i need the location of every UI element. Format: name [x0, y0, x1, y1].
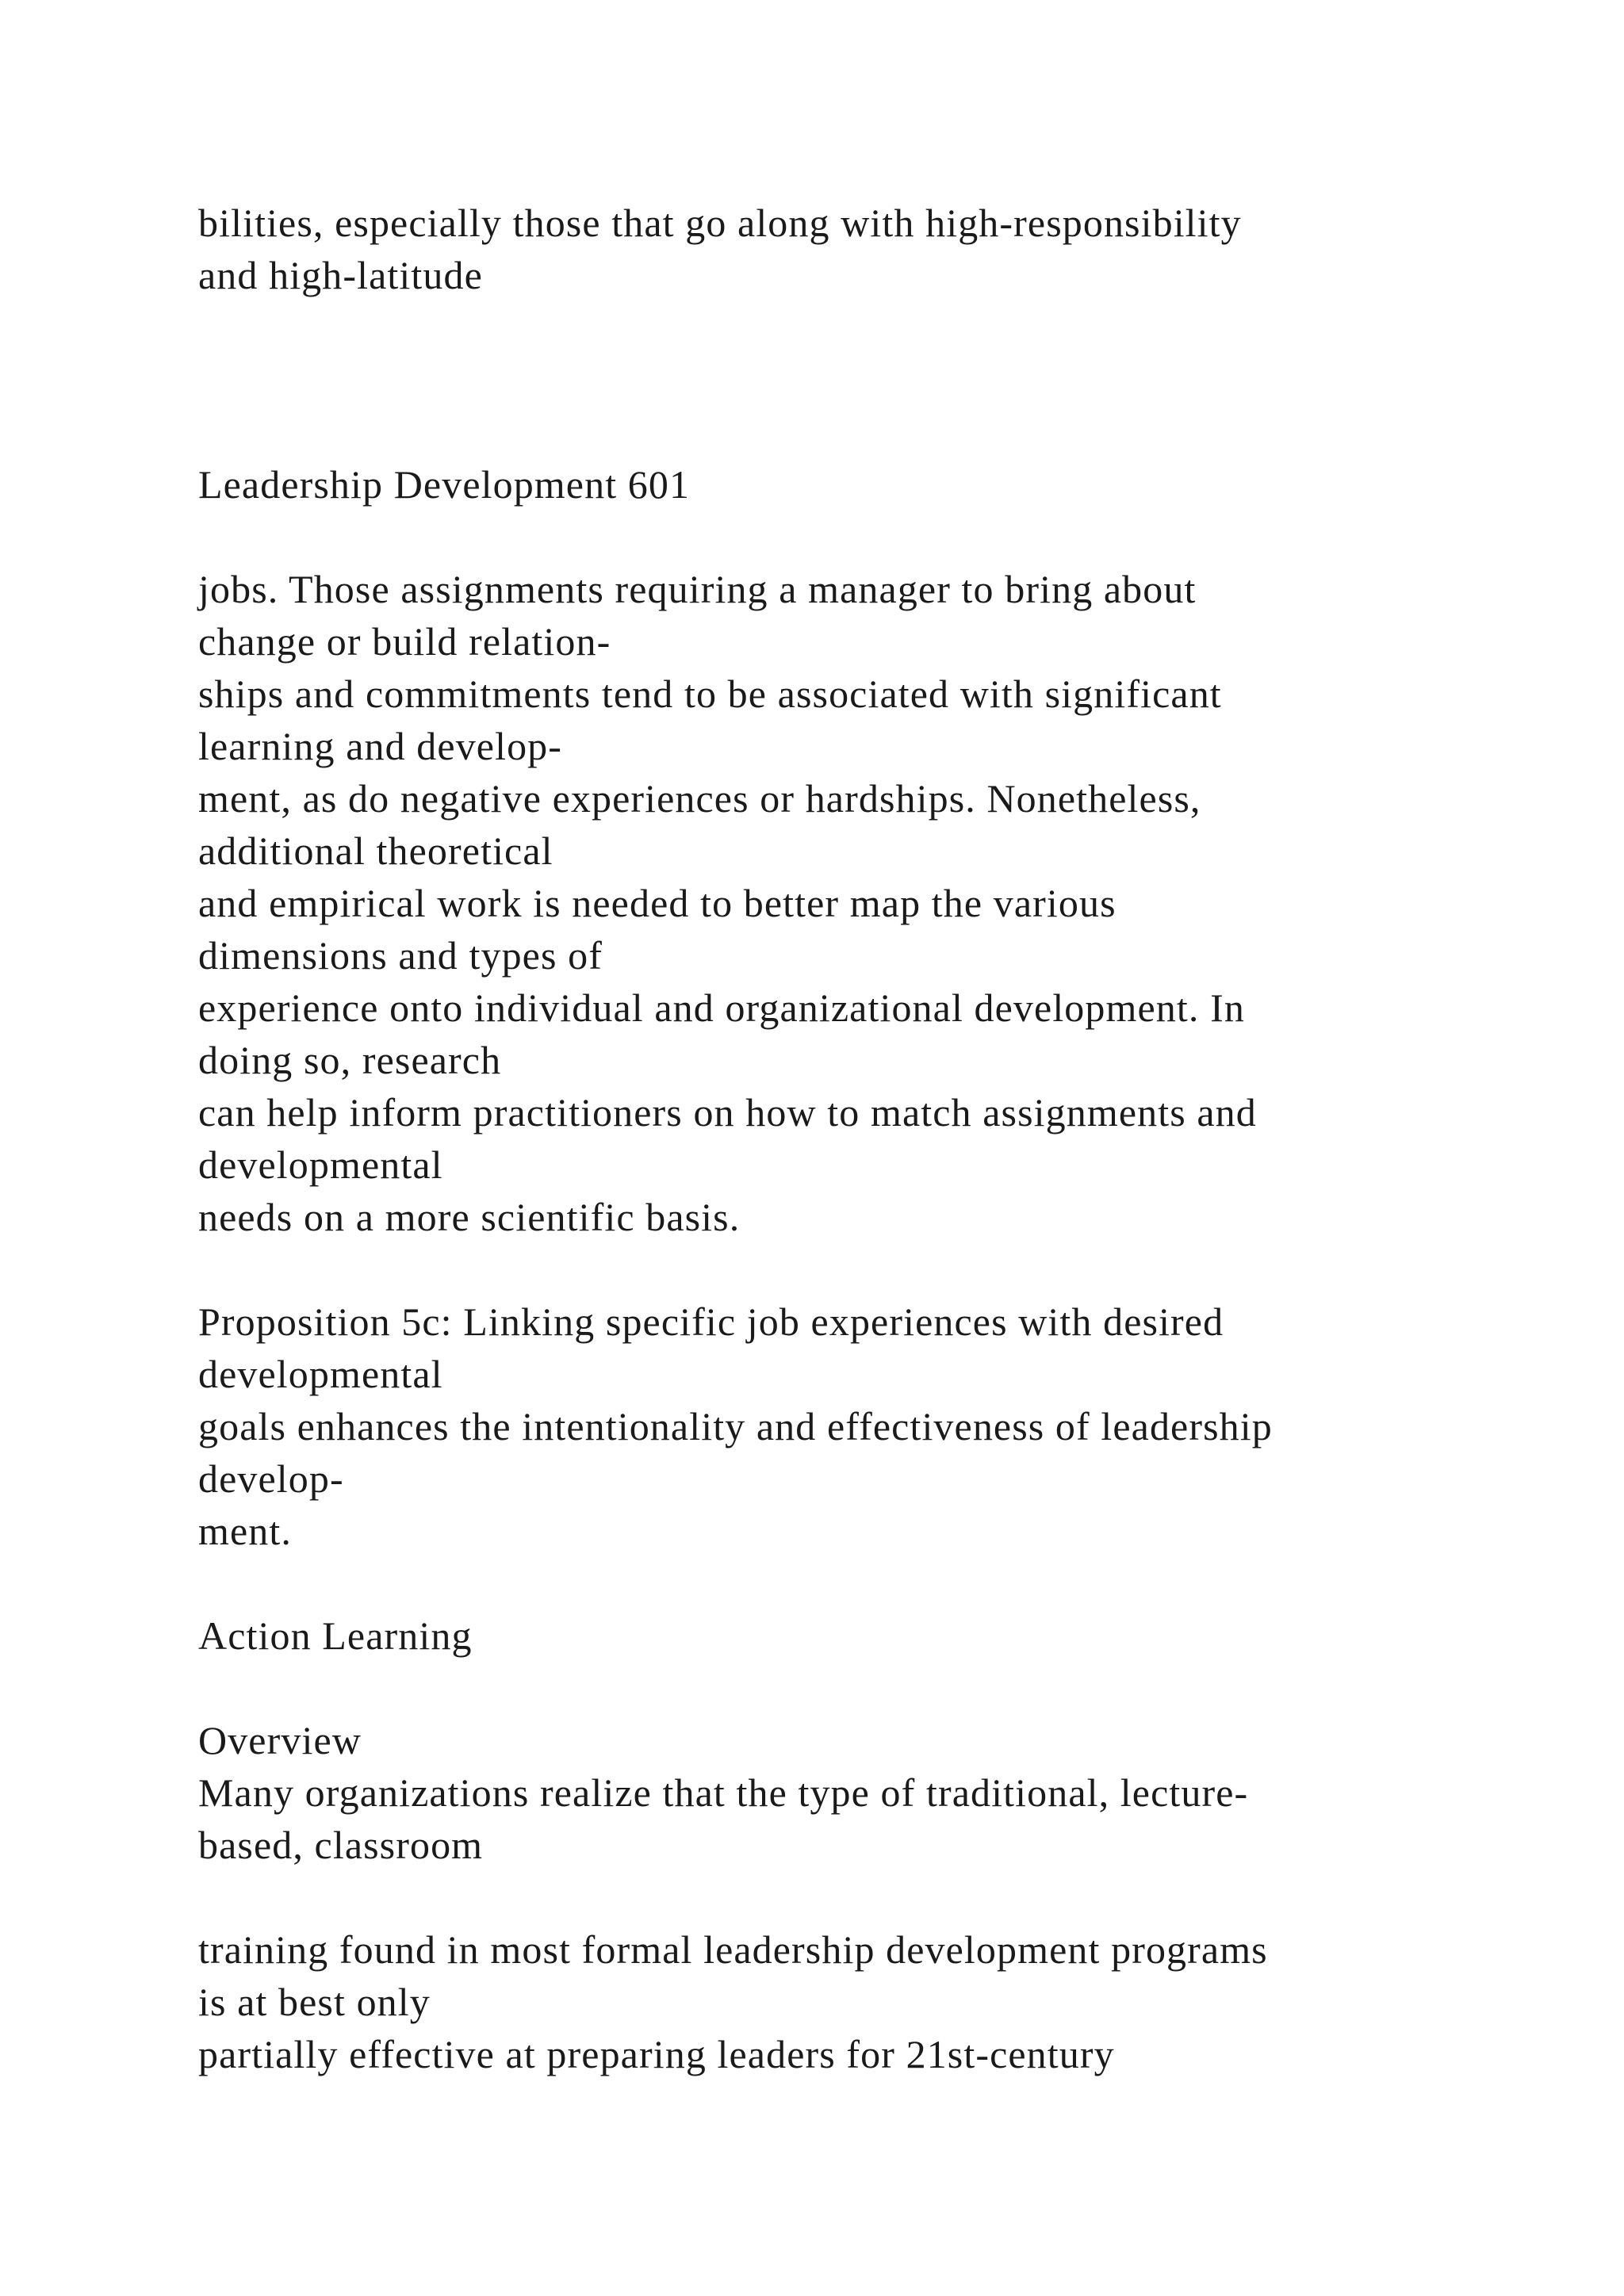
page-header: Leadership Development 601 — [198, 462, 691, 507]
text-line: change or build relation- — [198, 619, 611, 664]
subsection-heading: Overview — [198, 1718, 362, 1762]
proposition-line: Proposition 5c: Linking specific job experiences with desired — [198, 1299, 1224, 1344]
text-line: dimensions and types of — [198, 933, 603, 978]
text-line: Many organizations realize that the type of traditional, lecture- — [198, 1770, 1249, 1815]
text-line: ment. — [198, 1509, 292, 1553]
text-line: doing so, research — [198, 1038, 502, 1082]
text-line: partially effective at preparing leaders for 21st-century — [198, 2032, 1115, 2076]
text-line: ment, as do negative experiences or hardships. Nonetheless, — [198, 776, 1201, 821]
section-heading: Action Learning — [198, 1613, 473, 1658]
text-line: jobs. Those assignments requiring a manager to bring about — [198, 567, 1197, 611]
text-line: goals enhances the intentionality and effectiveness of leadership — [198, 1404, 1273, 1448]
text-line: needs on a more scientific basis. — [198, 1195, 741, 1239]
text-line: based, classroom — [198, 1823, 484, 1867]
text-line: developmental — [198, 1142, 443, 1187]
text-line: can help inform practitioners on how to match assignments and — [198, 1090, 1257, 1135]
text-line: developmental — [198, 1352, 443, 1396]
text-line: training found in most formal leadership development programs — [198, 1927, 1268, 1972]
text-line: bilities, especially those that go along with high-responsibility — [198, 201, 1242, 245]
text-line: and empirical work is needed to better map the various — [198, 881, 1116, 925]
text-line: learning and develop- — [198, 724, 563, 768]
text-line: experience onto individual and organizational development. In — [198, 985, 1245, 1030]
text-line: additional theoretical — [198, 828, 553, 873]
text-line: develop- — [198, 1456, 344, 1501]
text-line: ships and commitments tend to be associated with significant — [198, 672, 1222, 716]
text-line: and high-latitude — [198, 253, 483, 297]
text-line: is at best only — [198, 1980, 431, 2024]
